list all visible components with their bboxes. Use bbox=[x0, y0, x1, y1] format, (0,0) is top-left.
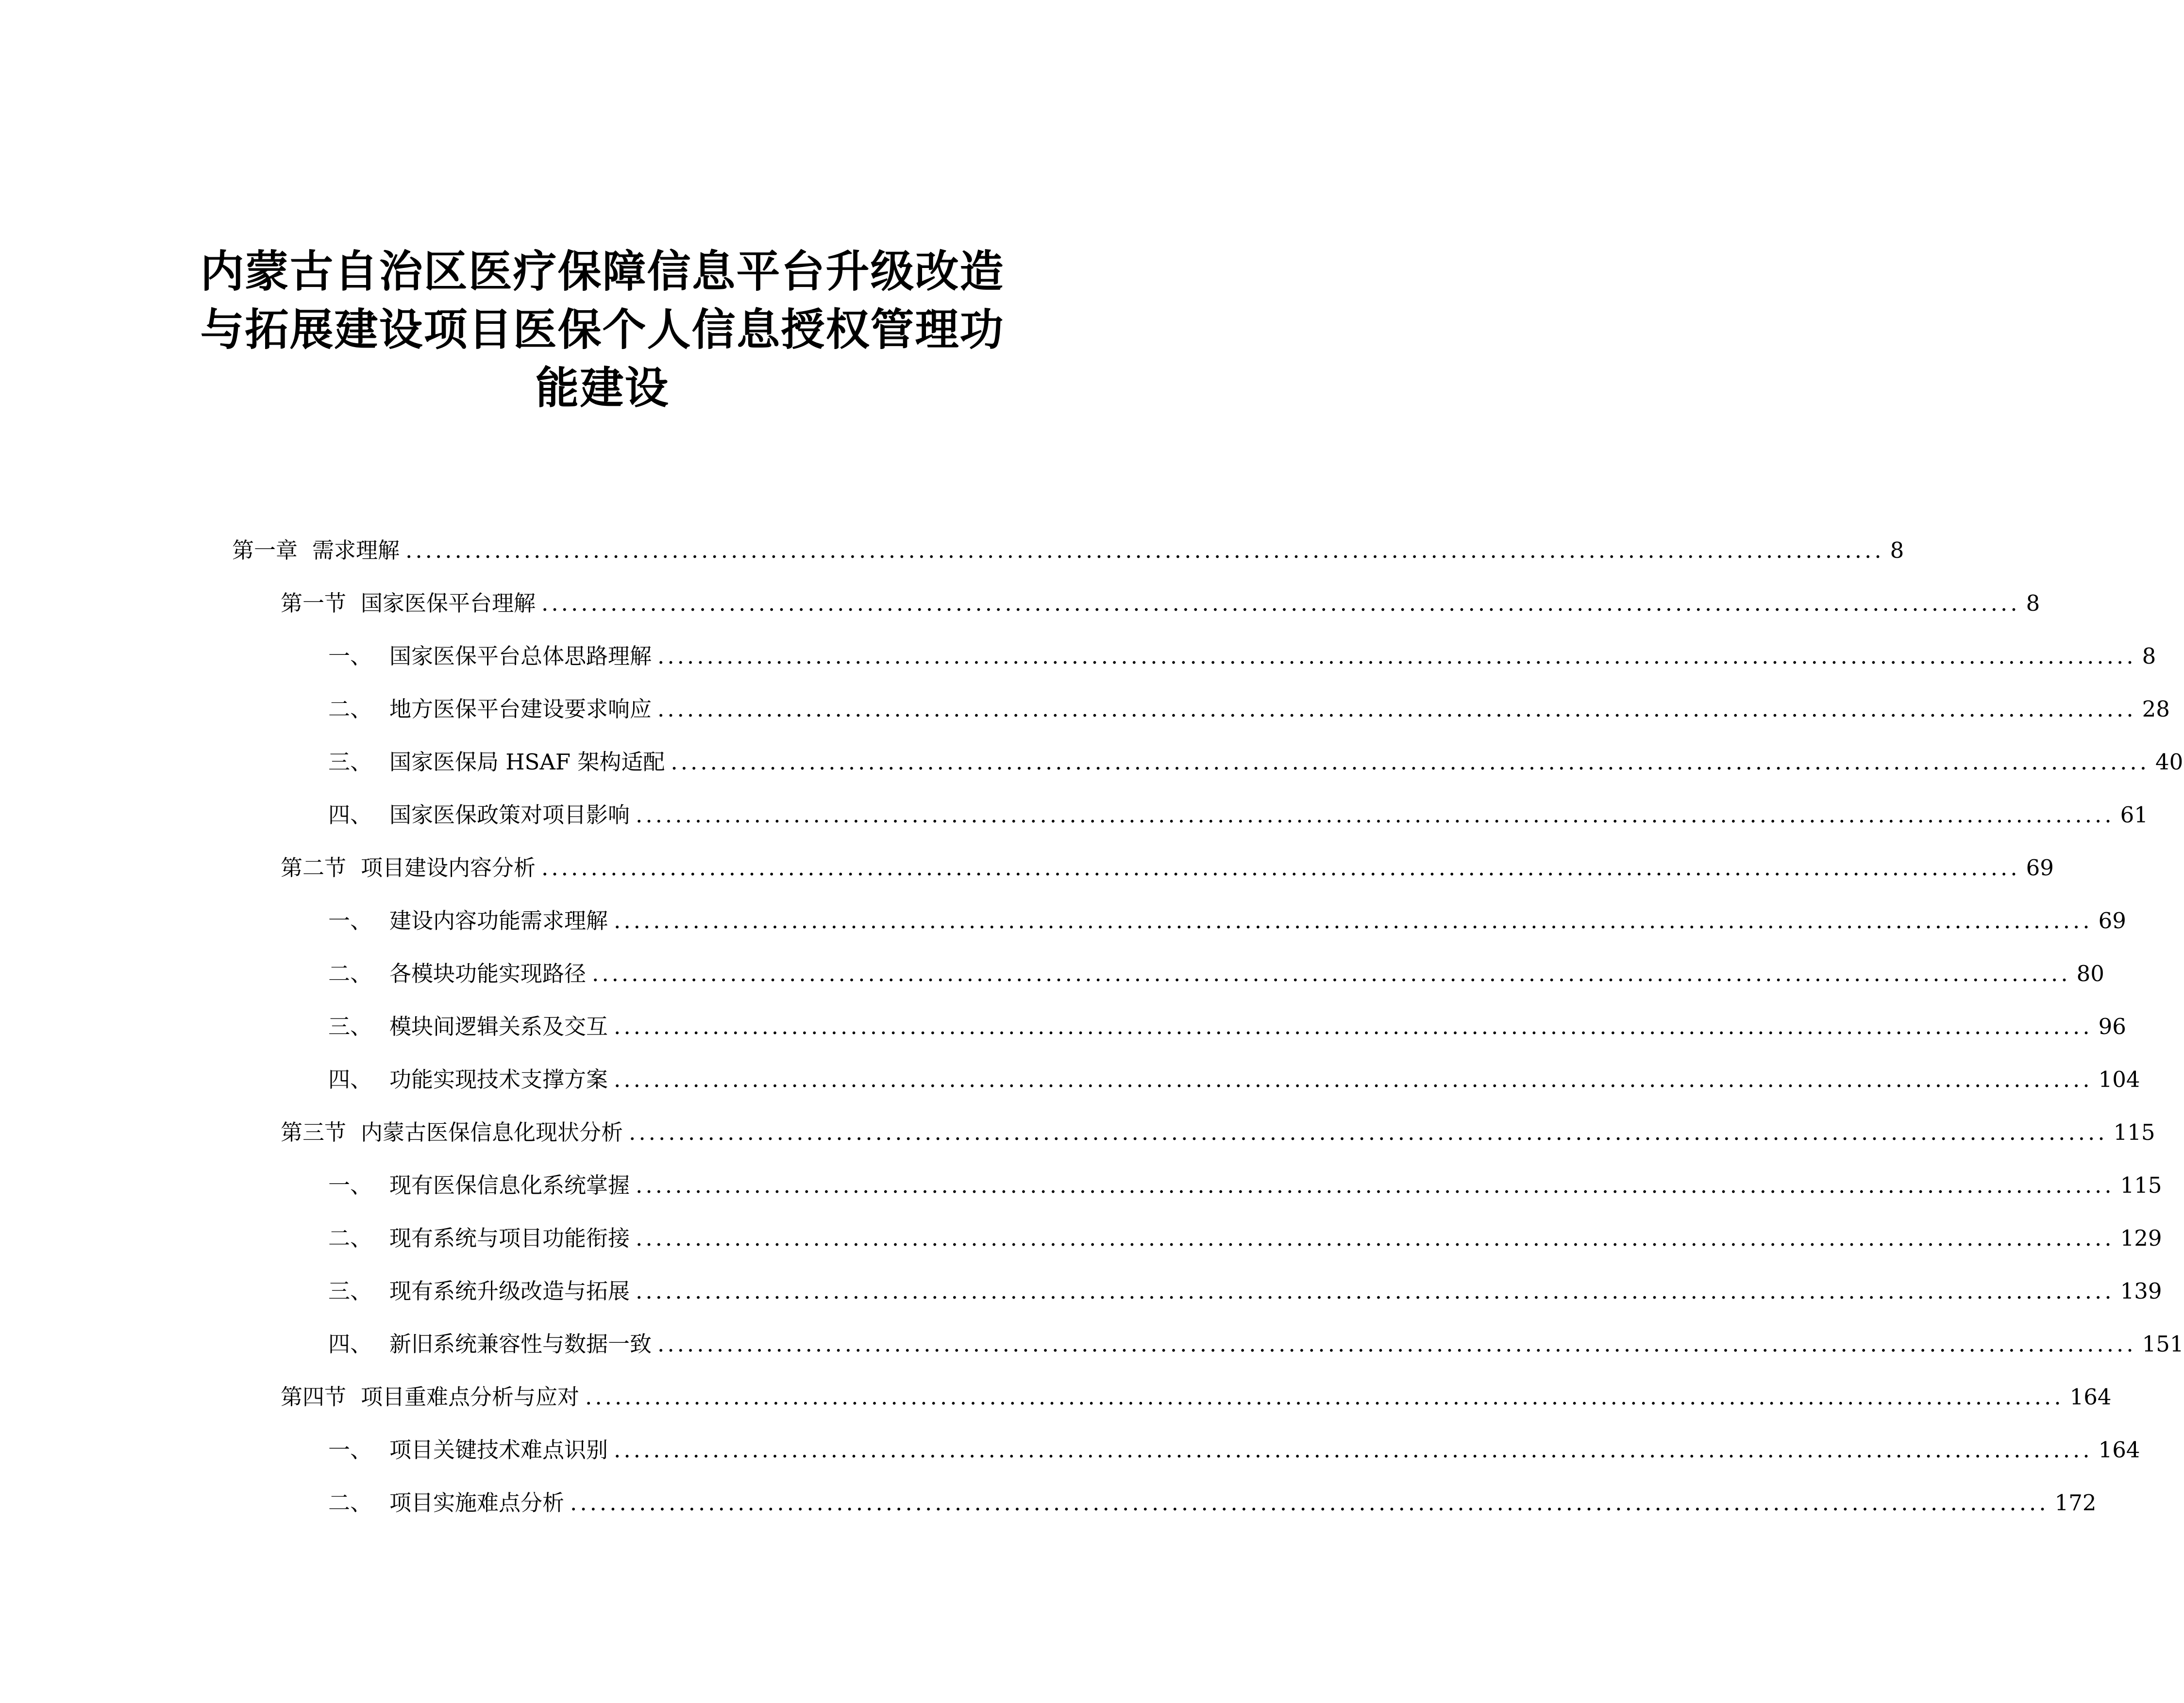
toc-page-number: 69 bbox=[2098, 908, 2126, 934]
toc-entry-number: 第四节 bbox=[281, 1384, 347, 1410]
toc-dot-leader: ...................................................................................................................................................... bbox=[657, 696, 2136, 722]
toc-page-number: 8 bbox=[1890, 537, 1904, 563]
toc-entry-section-4[interactable] bbox=[281, 1383, 2112, 1412]
title-line-1: 内蒙古自治区医疗保障信息平台升级改造 bbox=[200, 246, 1005, 297]
toc-entry-number: 一、 bbox=[328, 1172, 372, 1198]
toc-dot-leader: ...................................................................................................................................................... bbox=[614, 908, 2093, 934]
toc-entry-item[interactable] bbox=[328, 1488, 2097, 1518]
toc-entry-item[interactable] bbox=[328, 1012, 2126, 1041]
toc-page-number: 40 bbox=[2155, 749, 2184, 775]
document-title bbox=[146, 243, 1059, 417]
toc-entry-title: 现有系统与项目功能衔接 bbox=[389, 1225, 630, 1251]
toc-dot-leader: ...................................................................................................................................................... bbox=[585, 1384, 2064, 1410]
toc-entry-title: 现有系统升级改造与拓展 bbox=[389, 1278, 630, 1304]
toc-entry-item[interactable] bbox=[328, 695, 2170, 724]
toc-entry-section-1[interactable] bbox=[281, 589, 2040, 618]
toc-entry-number: 第二节 bbox=[281, 855, 347, 881]
toc-entry-title: 国家医保政策对项目影响 bbox=[389, 802, 630, 828]
toc-entry-title: 建设内容功能需求理解 bbox=[389, 908, 608, 934]
toc-entry-title: 国家医保局 HSAF 架构适配 bbox=[389, 749, 665, 775]
toc-page-number: 164 bbox=[2098, 1437, 2140, 1463]
toc-page-number: 172 bbox=[2054, 1490, 2097, 1516]
toc-entry-number: 第三节 bbox=[281, 1119, 347, 1145]
toc-entry-item[interactable] bbox=[328, 642, 2156, 671]
toc-page-number: 28 bbox=[2142, 696, 2170, 722]
toc-entry-number: 三、 bbox=[328, 1278, 372, 1304]
title-line-2: 与拓展建设项目医保个人信息授权管理功 bbox=[200, 304, 1005, 355]
toc-entry-title: 各模块功能实现路径 bbox=[389, 961, 587, 986]
title-line-3: 能建设 bbox=[535, 363, 670, 414]
toc-entry-item[interactable] bbox=[328, 748, 2184, 777]
toc-entry-title: 内蒙古医保信息化现状分析 bbox=[361, 1119, 623, 1145]
toc-page-number: 80 bbox=[2076, 961, 2104, 986]
toc-dot-leader: ...................................................................................................................................................... bbox=[614, 1437, 2093, 1463]
toc-page-number: 96 bbox=[2098, 1014, 2126, 1039]
toc-entry-section-2[interactable] bbox=[281, 853, 2054, 883]
toc-page-number: 129 bbox=[2120, 1225, 2162, 1251]
toc-entry-item[interactable] bbox=[328, 801, 2148, 830]
toc-dot-leader: ...................................................................................................................................................... bbox=[657, 1331, 2136, 1357]
toc-dot-leader: ...................................................................................................................................................... bbox=[629, 1119, 2108, 1145]
toc-entry-title: 功能实现技术支撑方案 bbox=[389, 1067, 608, 1092]
toc-page-number: 104 bbox=[2098, 1067, 2140, 1092]
toc-dot-leader: ...................................................................................................................................................... bbox=[570, 1490, 2049, 1516]
toc-entry-number: 三、 bbox=[328, 749, 372, 775]
toc-entry-number: 一、 bbox=[328, 643, 372, 669]
toc-dot-leader: ...................................................................................................................................................... bbox=[636, 1278, 2115, 1304]
toc-page-number: 8 bbox=[2026, 590, 2040, 616]
toc-entry-number: 四、 bbox=[328, 1331, 372, 1357]
toc-entry-number: 第一章 bbox=[232, 537, 298, 563]
toc-page-number: 115 bbox=[2113, 1119, 2155, 1145]
toc-entry-number: 三、 bbox=[328, 1014, 372, 1039]
toc-entry-title: 新旧系统兼容性与数据一致 bbox=[389, 1331, 652, 1357]
toc-dot-leader: ...................................................................................................................................................... bbox=[657, 643, 2136, 669]
toc-entry-number: 四、 bbox=[328, 1067, 372, 1092]
toc-entry-section-3[interactable] bbox=[281, 1118, 2155, 1147]
toc-page-number: 61 bbox=[2120, 802, 2148, 828]
toc-entry-item[interactable] bbox=[328, 959, 2104, 988]
toc-dot-leader: ...................................................................................................................................................... bbox=[636, 1225, 2115, 1251]
toc-entry-item[interactable] bbox=[328, 1277, 2162, 1306]
toc-entry-number: 第一节 bbox=[281, 590, 347, 616]
toc-dot-leader: ...................................................................................................................................................... bbox=[614, 1067, 2093, 1092]
toc-entry-number: 二、 bbox=[328, 1490, 372, 1516]
toc-entry-title: 国家医保平台理解 bbox=[361, 590, 536, 616]
toc-dot-leader: ...................................................................................................................................................... bbox=[405, 537, 1884, 563]
toc-entry-item[interactable] bbox=[328, 1171, 2162, 1200]
toc-entry-title: 地方医保平台建设要求响应 bbox=[389, 696, 652, 722]
toc-entry-title: 项目重难点分析与应对 bbox=[361, 1384, 580, 1410]
toc-entry-item[interactable] bbox=[328, 1224, 2162, 1253]
toc-dot-leader: ...................................................................................................................................................... bbox=[541, 855, 2020, 881]
toc-entry-title: 项目建设内容分析 bbox=[361, 855, 536, 881]
toc-entry-number: 二、 bbox=[328, 1225, 372, 1251]
toc-entry-title: 项目实施难点分析 bbox=[389, 1490, 565, 1516]
toc-entry-title: 需求理解 bbox=[312, 537, 400, 563]
toc-dot-leader: ...................................................................................................................................................... bbox=[671, 749, 2150, 775]
toc-entry-title: 项目关键技术难点识别 bbox=[389, 1437, 608, 1463]
toc-entry-chapter-1[interactable] bbox=[232, 536, 1904, 565]
toc-page-number: 69 bbox=[2026, 855, 2054, 881]
toc-page-number: 8 bbox=[2142, 643, 2156, 669]
toc-entry-item[interactable] bbox=[328, 1065, 2140, 1094]
toc-entry-number: 四、 bbox=[328, 802, 372, 828]
toc-page-number: 115 bbox=[2120, 1172, 2162, 1198]
toc-dot-leader: ...................................................................................................................................................... bbox=[636, 802, 2115, 828]
toc-entry-number: 一、 bbox=[328, 908, 372, 934]
toc-entry-item[interactable] bbox=[328, 1330, 2184, 1359]
toc-dot-leader: ...................................................................................................................................................... bbox=[614, 1014, 2093, 1039]
toc-entry-item[interactable] bbox=[328, 1436, 2140, 1465]
toc-entry-title: 国家医保平台总体思路理解 bbox=[389, 643, 652, 669]
toc-dot-leader: ...................................................................................................................................................... bbox=[592, 961, 2071, 986]
toc-dot-leader: ...................................................................................................................................................... bbox=[636, 1172, 2115, 1198]
toc-dot-leader: ...................................................................................................................................................... bbox=[541, 590, 2020, 616]
toc-entry-number: 二、 bbox=[328, 961, 372, 986]
toc-page-number: 164 bbox=[2069, 1384, 2112, 1410]
toc-entry-number: 二、 bbox=[328, 696, 372, 722]
toc-page-number: 139 bbox=[2120, 1278, 2162, 1304]
toc-entry-title: 现有医保信息化系统掌握 bbox=[389, 1172, 630, 1198]
toc-page-number: 151 bbox=[2142, 1331, 2184, 1357]
toc-entry-title: 模块间逻辑关系及交互 bbox=[389, 1014, 608, 1039]
toc-entry-number: 一、 bbox=[328, 1437, 372, 1463]
toc-entry-item[interactable] bbox=[328, 906, 2126, 935]
